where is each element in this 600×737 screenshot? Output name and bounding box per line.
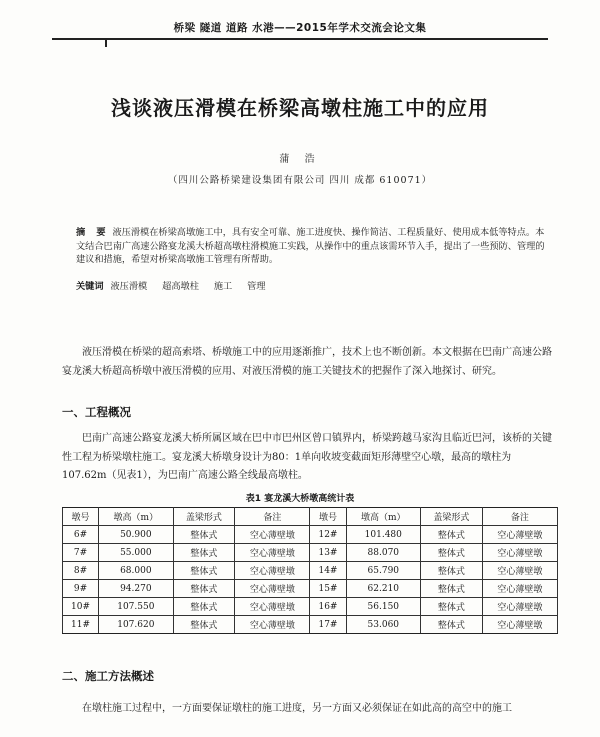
- table-cell: 空心薄壁墩: [235, 598, 310, 616]
- keyword: 液压滑模: [110, 281, 148, 292]
- table-cell: 65.790: [346, 562, 421, 580]
- table-cell: 53.060: [346, 616, 421, 634]
- table-cell: 14#: [310, 562, 346, 580]
- table-cell: 整体式: [173, 616, 235, 634]
- overview-paragraph: 巴南广高速公路宴龙溪大桥所属区域在巴中市巴州区曾口镇界内，桥梁跨越马家沟且临近巴河，该桥的关键性工程为桥梁墩柱施工。宴龙溪大桥墩身设计为80：1单向收坡变截面矩形薄壁空心墩，最高的墩柱为107.62m（见表1），为巴南广高速公路全线最高墩柱。: [62, 433, 552, 481]
- running-head: 桥梁 隧道 道路 水港——2015年学术交流会论文集: [173, 22, 427, 34]
- table-header-row: [63, 508, 558, 526]
- table-header-cell: 备注: [235, 508, 310, 526]
- table-cell: 13#: [310, 544, 346, 562]
- table-cell: 整体式: [421, 544, 483, 562]
- table-cell: 16#: [310, 598, 346, 616]
- table-cell: 空心薄壁墩: [235, 562, 310, 580]
- table-cell: 68.000: [99, 562, 174, 580]
- table-cell: 50.900: [99, 526, 174, 544]
- table-cell: 整体式: [421, 580, 483, 598]
- table-caption: 表1 宴龙溪大桥墩高统计表: [245, 494, 355, 504]
- abstract-label: 摘 要: [76, 227, 110, 238]
- table-row: [63, 580, 558, 598]
- abstract: [76, 226, 546, 267]
- table-cell: 空心薄壁墩: [235, 526, 310, 544]
- table-cell: 空心薄壁墩: [235, 544, 310, 562]
- table-cell: 55.000: [99, 544, 174, 562]
- table-row: [63, 616, 558, 634]
- table-cell: 6#: [63, 526, 99, 544]
- table-cell: 空心薄壁墩: [482, 526, 557, 544]
- table-cell: 空心薄壁墩: [235, 580, 310, 598]
- table-row: [63, 562, 558, 580]
- table-header-cell: 备注: [482, 508, 557, 526]
- author: 蒲 浩: [279, 154, 321, 165]
- table-cell: 空心薄壁墩: [482, 544, 557, 562]
- table-cell: 整体式: [173, 544, 235, 562]
- header-tick-mark: [105, 38, 107, 47]
- table-cell: 7#: [63, 544, 99, 562]
- table-cell: 8#: [63, 562, 99, 580]
- table-cell: 整体式: [421, 562, 483, 580]
- keyword: 超高墩柱: [162, 281, 199, 292]
- table-cell: 空心薄壁墩: [482, 616, 557, 634]
- table-cell: 56.150: [346, 598, 421, 616]
- table-cell: 12#: [310, 526, 346, 544]
- table-cell: 整体式: [421, 598, 483, 616]
- table-cell: 88.070: [346, 544, 421, 562]
- table-header-cell: 墩号: [310, 508, 346, 526]
- intro-paragraph: 液压滑模在桥梁的超高索塔、桥墩施工中的应用逐渐推广，技术上也不断创新。本文根据在巴南广高速公路宴龙溪大桥超高桥墩中液压滑模的应用、对液压滑模的施工关键技术的把握作了深入地探讨、研究。: [62, 347, 552, 377]
- table-cell: 整体式: [173, 598, 235, 616]
- table-cell: 107.550: [99, 598, 174, 616]
- section-heading-methods: 二、施工方法概述: [62, 669, 154, 683]
- table-cell: 整体式: [421, 616, 483, 634]
- table-cell: 9#: [63, 580, 99, 598]
- pier-height-table: [62, 507, 558, 634]
- keyword: 施工: [213, 281, 233, 292]
- header-rule: [52, 38, 548, 40]
- methods-paragraph: 在墩柱施工过程中，一方面要保证墩柱的施工进度，另一方面又必须保证在如此高的高空中的施工: [82, 703, 512, 714]
- table-cell: 62.210: [346, 580, 421, 598]
- table-header-cell: 盖梁形式: [421, 508, 483, 526]
- table-cell: 10#: [63, 598, 99, 616]
- table-cell: 15#: [310, 580, 346, 598]
- keyword: 管理: [247, 281, 266, 292]
- table-header-cell: 盖梁形式: [173, 508, 235, 526]
- table-header-cell: 墩高（m）: [99, 508, 174, 526]
- table-cell: 空心薄壁墩: [235, 616, 310, 634]
- section-heading-overview: 一、工程概况: [62, 405, 131, 419]
- table-header-cell: 墩高（m）: [346, 508, 421, 526]
- table-cell: 11#: [63, 616, 99, 634]
- table-cell: 整体式: [173, 562, 235, 580]
- affiliation: （四川公路桥梁建设集团有限公司 四川 成都 610071）: [167, 175, 433, 186]
- keywords-label: 关键词: [76, 281, 104, 292]
- table-cell: 101.480: [346, 526, 421, 544]
- table-cell: 整体式: [173, 526, 235, 544]
- abstract-text: 液压滑模在桥梁高墩施工中，具有安全可靠、施工进度快、操作简洁、工程质量好、使用成本低等特点。本文结合巴南广高速公路宴龙溪大桥超高墩柱滑模施工实践，从操作中的重点该需环节入手，提出了一些预防、管理的建议和措施，希望对桥梁高墩施工管理有所帮助。: [76, 227, 545, 265]
- table-row: [63, 526, 558, 544]
- table-cell: 整体式: [173, 580, 235, 598]
- table-cell: 107.620: [99, 616, 174, 634]
- table-cell: 空心薄壁墩: [482, 562, 557, 580]
- table-row: [63, 544, 558, 562]
- table-cell: 17#: [310, 616, 346, 634]
- table-header-cell: 墩号: [63, 508, 99, 526]
- keywords: [76, 278, 546, 292]
- table-cell: 整体式: [421, 526, 483, 544]
- table-cell: 空心薄壁墩: [482, 580, 557, 598]
- table-cell: 空心薄壁墩: [482, 598, 557, 616]
- table-body: [63, 526, 558, 634]
- table-cell: 94.270: [99, 580, 174, 598]
- paper-title: 浅谈液压滑模在桥梁高墩柱施工中的应用: [111, 96, 489, 120]
- table-row: [63, 598, 558, 616]
